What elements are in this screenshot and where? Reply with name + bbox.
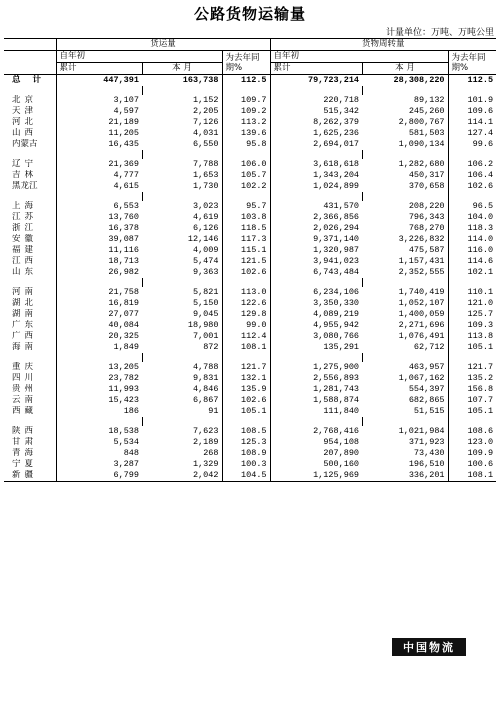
t-pct-cell: 96.5 xyxy=(448,201,496,212)
table-row xyxy=(4,470,496,482)
v-cum-cell: 3,287 xyxy=(56,459,142,470)
t-cum-cell: 500,160 xyxy=(270,459,362,470)
turnover-month-header: 本 月 xyxy=(362,63,448,75)
t-cum-cell: 1,343,204 xyxy=(270,170,362,181)
v-cum-cell: 1,849 xyxy=(56,342,142,353)
v-month-cell: 1,730 xyxy=(192,181,219,191)
region-cell: 山东 xyxy=(12,267,38,277)
table-row xyxy=(4,267,496,278)
t-cum-cell: 1,588,874 xyxy=(270,395,362,406)
spacer-row xyxy=(4,278,496,287)
v-cum-cell: 13,760 xyxy=(56,212,142,223)
t-pct-cell: 156.8 xyxy=(448,384,496,395)
v-cum-cell: 21,369 xyxy=(56,159,142,170)
v-pct-cell: 95.7 xyxy=(222,201,270,212)
v-cum-cell: 39,087 xyxy=(56,234,142,245)
v-month-cell: 872 xyxy=(203,342,219,352)
v-pct-cell: 104.5 xyxy=(222,470,270,482)
v-month-cell: 12,146 xyxy=(187,234,219,244)
v-cum-cell: 186 xyxy=(56,406,142,417)
region-cell: 湖北 xyxy=(12,298,38,308)
t-month-cell: 463,957 xyxy=(408,362,445,372)
v-pct-cell: 108.9 xyxy=(222,448,270,459)
v-pct-cell: 113.2 xyxy=(222,117,270,128)
turnover-header: 货物周转量 xyxy=(270,39,496,51)
table-row xyxy=(4,426,496,437)
t-month-cell: 370,658 xyxy=(408,181,445,191)
t-cum-cell: 6,234,106 xyxy=(270,287,362,298)
table-row xyxy=(4,245,496,256)
v-pct-cell: 139.6 xyxy=(222,128,270,139)
v-pct-cell: 113.0 xyxy=(222,287,270,298)
v-cum-cell: 4,597 xyxy=(56,106,142,117)
region-cell: 新疆 xyxy=(4,470,56,482)
t-cum-cell: 1,275,900 xyxy=(270,362,362,373)
table-row xyxy=(4,159,496,170)
region-cell: 黑龙江 xyxy=(12,181,38,191)
v-month-cell: 5,474 xyxy=(192,256,219,266)
t-cum-cell: 8,262,379 xyxy=(270,117,362,128)
v-pct-cell: 135.9 xyxy=(222,384,270,395)
t-cum-cell: 515,342 xyxy=(270,106,362,117)
t-pct-cell: 114.1 xyxy=(448,117,496,128)
t-month-cell: 1,157,431 xyxy=(398,256,445,266)
region-cell: 贵州 xyxy=(12,384,38,394)
v-month-cell: 7,623 xyxy=(192,426,219,436)
v-cum-cell: 3,107 xyxy=(56,95,142,106)
region-cell: 重庆 xyxy=(12,362,38,372)
t-pct-cell: 109.6 xyxy=(448,106,496,117)
v-month-cell: 7,788 xyxy=(192,159,219,169)
t-month-cell: 2,271,696 xyxy=(398,320,445,330)
t-pct-cell: 106.2 xyxy=(448,159,496,170)
t-month-cell: 371,923 xyxy=(408,437,445,447)
table-row xyxy=(4,309,496,320)
region-cell: 湖南 xyxy=(12,309,38,319)
t-cum-cell: 431,570 xyxy=(270,201,362,212)
t-pct-cell: 105.1 xyxy=(448,342,496,353)
spacer-row xyxy=(4,417,496,426)
t-pct-cell: 127.4 xyxy=(448,128,496,139)
t-pct-cell: 121.7 xyxy=(448,362,496,373)
v-month-cell: 2,042 xyxy=(142,470,222,482)
v-pct-cell: 100.3 xyxy=(222,459,270,470)
v-pct-cell: 105.7 xyxy=(222,170,270,181)
table-row xyxy=(4,362,496,373)
t-cum-cell: 6,743,484 xyxy=(270,267,362,278)
t-month-cell: 28,308,220 xyxy=(393,75,445,85)
spacer-row xyxy=(4,150,496,159)
v-cum-cell: 11,205 xyxy=(56,128,142,139)
v-month-cell: 6,550 xyxy=(192,139,219,149)
v-month-cell: 1,653 xyxy=(192,170,219,180)
t-month-cell: 682,865 xyxy=(408,395,445,405)
region-cell: 甘肃 xyxy=(12,437,38,447)
region-cell: 福建 xyxy=(12,245,38,255)
t-cum-cell: 3,350,330 xyxy=(270,298,362,309)
unit-note: 计量单位：万吨、万吨公里 xyxy=(385,28,494,38)
v-month-cell: 7,001 xyxy=(192,331,219,341)
v-month-cell: 1,329 xyxy=(192,459,219,469)
v-cum-cell: 11,993 xyxy=(56,384,142,395)
t-month-cell: 1,021,984 xyxy=(398,426,445,436)
spacer-row xyxy=(4,86,496,95)
t-month-cell: 51,515 xyxy=(413,406,445,416)
region-cell: 广西 xyxy=(12,331,38,341)
t-pct-cell: 110.1 xyxy=(448,287,496,298)
t-pct-cell: 135.2 xyxy=(448,373,496,384)
v-pct-cell: 117.3 xyxy=(222,234,270,245)
volume-month-header: 本 月 xyxy=(142,63,222,75)
region-cell: 总计 xyxy=(12,75,54,85)
t-pct-cell: 105.1 xyxy=(448,406,496,417)
table-row xyxy=(4,287,496,298)
region-cell: 广东 xyxy=(12,320,38,330)
table-row xyxy=(4,117,496,128)
v-cum-cell: 13,205 xyxy=(56,362,142,373)
t-month-cell: 1,282,680 xyxy=(398,159,445,169)
v-pct-cell: 103.8 xyxy=(222,212,270,223)
v-month-cell: 4,788 xyxy=(192,362,219,372)
v-cum-cell: 23,782 xyxy=(56,373,142,384)
v-pct-cell: 108.1 xyxy=(222,342,270,353)
t-cum-cell: 1,024,899 xyxy=(270,181,362,192)
v-pct-cell: 106.0 xyxy=(222,159,270,170)
v-cum-cell: 4,777 xyxy=(56,170,142,181)
t-cum-cell: 2,366,856 xyxy=(270,212,362,223)
volume-yoy-header: 为去年同 期% xyxy=(222,51,270,75)
region-cell: 浙江 xyxy=(12,223,38,233)
v-cum-cell: 18,538 xyxy=(56,426,142,437)
t-pct-cell: 116.0 xyxy=(448,245,496,256)
v-cum-cell: 6,799 xyxy=(56,470,142,482)
total-row xyxy=(4,75,496,87)
v-month-cell: 4,009 xyxy=(192,245,219,255)
t-cum-cell: 3,618,618 xyxy=(270,159,362,170)
v-month-cell: 3,023 xyxy=(192,201,219,211)
table-body xyxy=(4,75,496,482)
v-month-cell: 4,846 xyxy=(192,384,219,394)
t-month-cell: 73,430 xyxy=(413,448,445,458)
t-pct-cell: 123.0 xyxy=(448,437,496,448)
region-cell: 西藏 xyxy=(12,406,38,416)
table-row xyxy=(4,373,496,384)
v-cum-cell: 16,819 xyxy=(56,298,142,309)
t-month-cell: 1,740,419 xyxy=(398,287,445,297)
t-cum-cell: 135,291 xyxy=(270,342,362,353)
t-cum-cell: 954,108 xyxy=(270,437,362,448)
v-cum-cell: 21,758 xyxy=(56,287,142,298)
t-cum-cell: 3,941,023 xyxy=(270,256,362,267)
table-row xyxy=(4,256,496,267)
table-row xyxy=(4,181,496,192)
t-pct-cell: 102.1 xyxy=(448,267,496,278)
freight-table xyxy=(4,38,496,482)
v-month-cell: 4,619 xyxy=(192,212,219,222)
t-cum-cell: 220,718 xyxy=(270,95,362,106)
t-pct-cell: 125.7 xyxy=(448,309,496,320)
t-month-cell: 1,067,162 xyxy=(398,373,445,383)
page-title: 公路货物运输量 xyxy=(193,5,306,23)
v-cum-cell: 447,391 xyxy=(56,75,142,87)
v-pct-cell: 118.5 xyxy=(222,223,270,234)
v-pct-cell: 112.5 xyxy=(222,75,270,87)
t-cum-cell: 207,890 xyxy=(270,448,362,459)
region-cell: 天津 xyxy=(12,106,38,116)
region-cell: 宁夏 xyxy=(12,459,38,469)
v-pct-cell: 122.6 xyxy=(222,298,270,309)
t-pct-cell: 121.0 xyxy=(448,298,496,309)
v-month-cell: 2,189 xyxy=(192,437,219,447)
region-cell: 河南 xyxy=(12,287,38,297)
t-month-cell: 581,503 xyxy=(408,128,445,138)
table-row xyxy=(4,106,496,117)
t-cum-cell: 9,371,140 xyxy=(270,234,362,245)
t-pct-cell: 109.3 xyxy=(448,320,496,331)
table-row xyxy=(4,139,496,150)
t-pct-cell: 100.6 xyxy=(448,459,496,470)
table-row xyxy=(4,170,496,181)
v-month-cell: 6,126 xyxy=(192,223,219,233)
v-pct-cell: 99.0 xyxy=(222,320,270,331)
t-month-cell: 2,352,555 xyxy=(398,267,445,277)
v-cum-cell: 26,982 xyxy=(56,267,142,278)
table-row xyxy=(4,384,496,395)
t-pct-cell: 118.3 xyxy=(448,223,496,234)
table-row xyxy=(4,459,496,470)
v-pct-cell: 109.2 xyxy=(222,106,270,117)
t-month-cell: 1,090,134 xyxy=(398,139,445,149)
table-row xyxy=(4,437,496,448)
v-cum-cell: 20,325 xyxy=(56,331,142,342)
table-row xyxy=(4,406,496,417)
t-cum-cell: 1,320,987 xyxy=(270,245,362,256)
region-cell: 上海 xyxy=(12,201,38,211)
region-cell: 陕西 xyxy=(12,426,38,436)
freight-volume-header: 货运量 xyxy=(56,39,270,51)
t-pct-cell: 112.5 xyxy=(448,75,496,87)
turnover-cumulative-header: 累计 xyxy=(270,63,362,75)
t-cum-cell: 1,281,743 xyxy=(270,384,362,395)
t-pct-cell: 99.6 xyxy=(448,139,496,150)
t-month-cell: 1,052,107 xyxy=(398,298,445,308)
v-month-cell: 4,031 xyxy=(192,128,219,138)
v-pct-cell: 109.7 xyxy=(222,95,270,106)
table-row xyxy=(4,234,496,245)
v-pct-cell: 108.5 xyxy=(222,426,270,437)
v-pct-cell: 105.1 xyxy=(222,406,270,417)
t-month-cell: 1,076,491 xyxy=(398,331,445,341)
region-cell: 安徽 xyxy=(12,234,38,244)
t-pct-cell: 114.6 xyxy=(448,256,496,267)
table-row xyxy=(4,128,496,139)
table-row xyxy=(4,395,496,406)
table-row xyxy=(4,331,496,342)
t-month-cell: 62,712 xyxy=(413,342,445,352)
t-cum-cell: 111,840 xyxy=(270,406,362,417)
t-pct-cell: 102.6 xyxy=(448,181,496,192)
v-pct-cell: 132.1 xyxy=(222,373,270,384)
v-cum-cell: 18,713 xyxy=(56,256,142,267)
t-month-cell: 768,270 xyxy=(408,223,445,233)
spacer-row xyxy=(4,353,496,362)
table-row xyxy=(4,448,496,459)
table-row xyxy=(4,320,496,331)
region-cell: 内蒙古 xyxy=(12,139,38,149)
v-cum-cell: 40,084 xyxy=(56,320,142,331)
table-row xyxy=(4,342,496,353)
v-cum-cell: 15,423 xyxy=(56,395,142,406)
t-cum-cell: 79,723,214 xyxy=(270,75,362,87)
t-pct-cell: 108.1 xyxy=(448,470,496,482)
v-pct-cell: 95.8 xyxy=(222,139,270,150)
t-month-cell: 796,343 xyxy=(408,212,445,222)
turnover-yoy-header: 为去年同 期% xyxy=(448,51,496,75)
region-cell: 江西 xyxy=(12,256,38,266)
region-cell: 四川 xyxy=(12,373,38,383)
t-month-cell: 554,397 xyxy=(408,384,445,394)
v-cum-cell: 16,378 xyxy=(56,223,142,234)
t-cum-cell: 2,556,893 xyxy=(270,373,362,384)
t-month-cell: 245,260 xyxy=(408,106,445,116)
v-cum-cell: 11,116 xyxy=(56,245,142,256)
v-pct-cell: 125.3 xyxy=(222,437,270,448)
v-cum-cell: 16,435 xyxy=(56,139,142,150)
table-header xyxy=(4,39,496,75)
t-cum-cell: 2,694,017 xyxy=(270,139,362,150)
region-cell: 云南 xyxy=(12,395,38,405)
t-month-cell: 450,317 xyxy=(408,170,445,180)
v-pct-cell: 129.8 xyxy=(222,309,270,320)
t-cum-cell: 1,125,969 xyxy=(270,470,362,482)
v-cum-cell: 27,077 xyxy=(56,309,142,320)
table-row xyxy=(4,223,496,234)
t-pct-cell: 109.9 xyxy=(448,448,496,459)
t-cum-cell: 4,955,942 xyxy=(270,320,362,331)
region-cell: 吉林 xyxy=(12,170,38,180)
watermark-logo: 中国物流 xyxy=(392,638,466,656)
region-cell: 青海 xyxy=(12,448,38,458)
v-month-cell: 91 xyxy=(208,406,219,416)
t-pct-cell: 106.4 xyxy=(448,170,496,181)
t-month-cell: 3,226,832 xyxy=(398,234,445,244)
t-pct-cell: 113.8 xyxy=(448,331,496,342)
region-cell: 北京 xyxy=(12,95,38,105)
t-month-cell: 2,800,767 xyxy=(398,117,445,127)
t-cum-cell: 2,026,294 xyxy=(270,223,362,234)
v-month-cell: 2,205 xyxy=(192,106,219,116)
t-month-cell: 336,201 xyxy=(362,470,448,482)
v-month-cell: 7,126 xyxy=(192,117,219,127)
region-cell: 河北 xyxy=(12,117,38,127)
t-cum-cell: 4,089,219 xyxy=(270,309,362,320)
t-cum-cell: 3,080,766 xyxy=(270,331,362,342)
region-cell: 辽宁 xyxy=(12,159,38,169)
region-cell: 山西 xyxy=(12,128,38,138)
v-month-cell: 9,045 xyxy=(192,309,219,319)
v-month-cell: 5,150 xyxy=(192,298,219,308)
volume-ytd-header: 自年初 xyxy=(56,51,222,63)
t-pct-cell: 104.0 xyxy=(448,212,496,223)
table-row xyxy=(4,298,496,309)
t-pct-cell: 108.6 xyxy=(448,426,496,437)
v-month-cell: 9,831 xyxy=(192,373,219,383)
t-cum-cell: 2,768,416 xyxy=(270,426,362,437)
v-pct-cell: 102.6 xyxy=(222,267,270,278)
v-month-cell: 6,867 xyxy=(192,395,219,405)
region-cell: 江苏 xyxy=(12,212,38,222)
v-pct-cell: 102.6 xyxy=(222,395,270,406)
spacer-row xyxy=(4,192,496,201)
v-cum-cell: 4,615 xyxy=(56,181,142,192)
table-row xyxy=(4,201,496,212)
v-pct-cell: 121.5 xyxy=(222,256,270,267)
v-pct-cell: 115.1 xyxy=(222,245,270,256)
t-pct-cell: 107.7 xyxy=(448,395,496,406)
t-month-cell: 89,132 xyxy=(413,95,445,105)
v-cum-cell: 6,553 xyxy=(56,201,142,212)
t-month-cell: 196,510 xyxy=(408,459,445,469)
v-month-cell: 18,980 xyxy=(187,320,219,330)
v-month-cell: 1,152 xyxy=(192,95,219,105)
v-cum-cell: 848 xyxy=(56,448,142,459)
t-month-cell: 1,400,059 xyxy=(398,309,445,319)
v-month-cell: 9,363 xyxy=(192,267,219,277)
v-pct-cell: 102.2 xyxy=(222,181,270,192)
t-cum-cell: 1,625,236 xyxy=(270,128,362,139)
t-pct-cell: 114.0 xyxy=(448,234,496,245)
volume-cumulative-header: 累计 xyxy=(56,63,142,75)
v-pct-cell: 121.7 xyxy=(222,362,270,373)
v-month-cell: 268 xyxy=(203,448,219,458)
v-cum-cell: 21,189 xyxy=(56,117,142,128)
t-month-cell: 475,587 xyxy=(408,245,445,255)
table-row xyxy=(4,212,496,223)
turnover-ytd-header: 自年初 xyxy=(270,51,448,63)
t-pct-cell: 101.9 xyxy=(448,95,496,106)
v-month-cell: 163,738 xyxy=(182,75,219,85)
region-cell: 海南 xyxy=(12,342,38,352)
v-cum-cell: 5,534 xyxy=(56,437,142,448)
table-row xyxy=(4,95,496,106)
t-month-cell: 208,220 xyxy=(408,201,445,211)
v-pct-cell: 112.4 xyxy=(222,331,270,342)
v-month-cell: 5,821 xyxy=(192,287,219,297)
